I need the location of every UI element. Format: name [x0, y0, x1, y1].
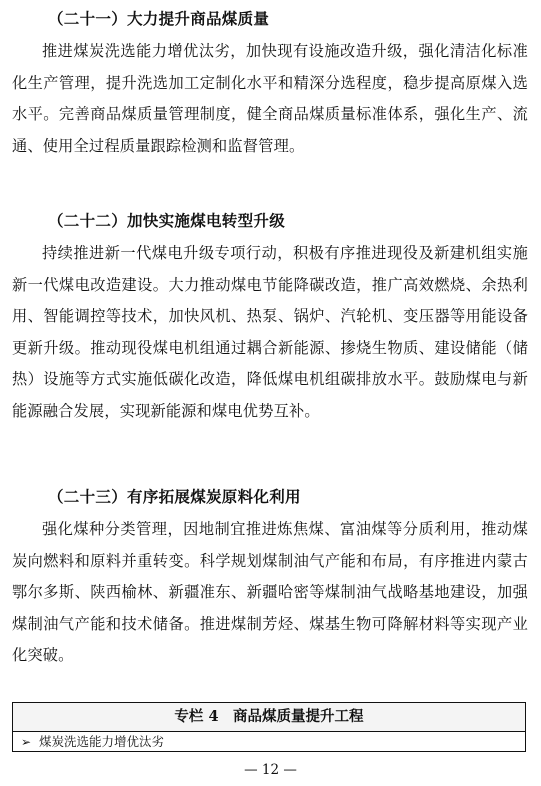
section-paragraph-23: 强化煤种分类管理，因地制宜推进炼焦煤、富油煤等分质利用，推动煤炭向燃料和原料并重转变。科学规划煤制油气产能和布局，有序推进内蒙古鄂尔多斯、陕西榆林、新疆准东、新疆哈密等煤制油气战略基地建设，加强煤制油气产能和技术储备。推进煤制芳烃、煤基生物可降解材料等实现产业化突破。	[12, 520, 528, 665]
special-column-item	[13, 732, 525, 752]
special-column-item-text: 煤炭洗选能力增优汰劣	[39, 734, 165, 749]
section-paragraph-21: 推进煤炭洗选能力增优汰劣，加快现有设施改造升级，强化清洁化标准化生产管理，提升洗选加工定制化水平和精深分选程度，稳步提高原煤入选水平。完善商品煤质量管理制度，健全商品煤质量标准体系，强化生产、流通、使用全过程质量跟踪检测和监督管理。	[12, 42, 528, 155]
special-column-title: 专栏 4 商品煤质量提升工程	[13, 703, 525, 732]
section-heading-21: （二十一）大力提升商品煤质量	[48, 9, 270, 28]
section-paragraph-22: 持续推进新一代煤电升级专项行动，积极有序推进现役及新建机组实施新一代煤电改造建设。大力推动煤电节能降碳改造，推广高效燃烧、余热利用、智能调控等技术，加快风机、热泵、锅炉、汽轮机、变压器等用能设备更新升级。推动现役煤电机组通过耦合新能源、掺烧生物质、建设储能（储热）设施等方式实施低碳化改造，降低煤电机组碳排放水平。鼓励煤电与新能源融合发展，实现新能源和煤电优势互补。	[12, 244, 528, 420]
special-column-box	[12, 702, 526, 752]
section-heading-23: （二十三）有序拓展煤炭原料化利用	[48, 487, 301, 506]
section-heading-22: （二十二）加快实施煤电转型升级	[48, 211, 286, 230]
arrow-bullet-icon: ➢	[21, 735, 32, 749]
page-number: — 12 —	[244, 762, 297, 778]
